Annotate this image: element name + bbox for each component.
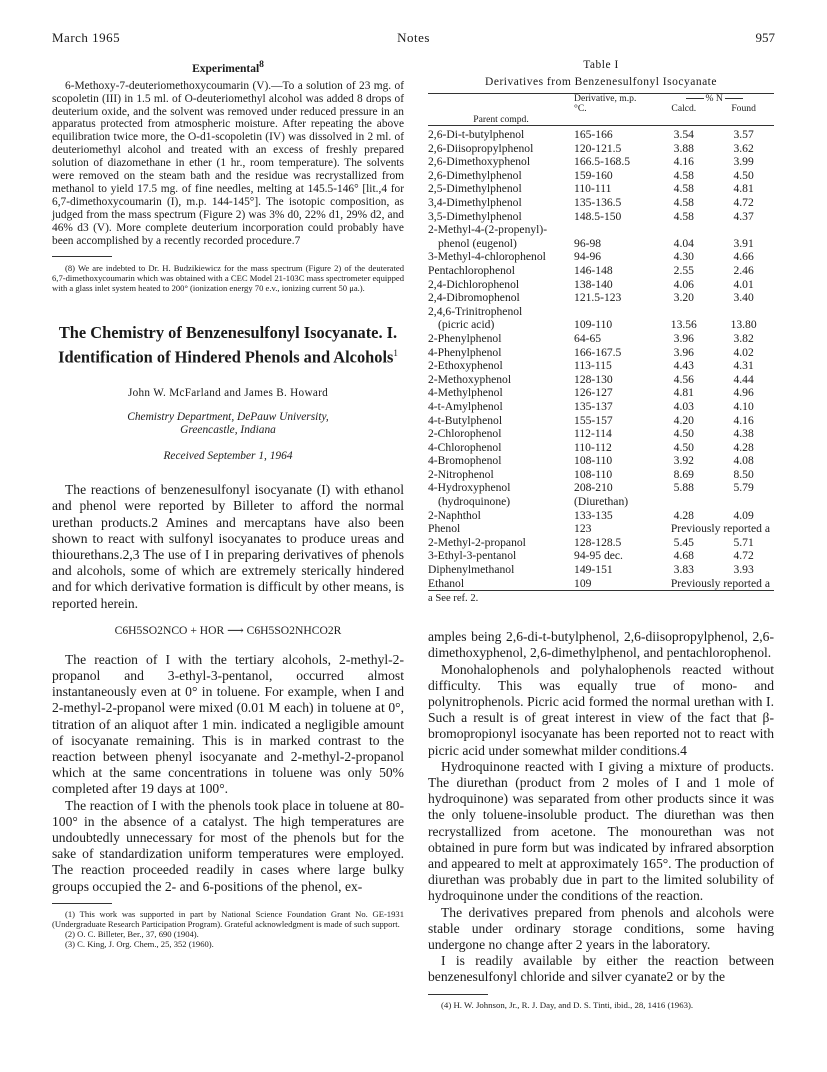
footnote-1: (1) This work was supported in part by National Science Foundation Grant No. GE-1931 (Undergraduate Research Participation Program). Grateful acknowledgment is made of such support. xyxy=(52,908,404,929)
parent-compound: 2-Nitrophenol xyxy=(428,467,494,481)
table-row xyxy=(428,468,774,482)
col-derivative-unit: °C. xyxy=(574,103,587,115)
percent-n-found: 4.28 xyxy=(733,440,754,454)
derivative-mp: 108-110 xyxy=(574,467,613,481)
parent-compound: 4-Methylphenol xyxy=(428,386,503,400)
derivative-mp: 208-210 xyxy=(574,481,613,495)
parent-compound: (hydroquinone) xyxy=(438,495,511,509)
derivative-mp: 149-151 xyxy=(574,563,613,577)
percent-n-found: 4.38 xyxy=(733,427,754,441)
percent-n-found: 4.10 xyxy=(733,399,754,413)
percent-n-calcd: 4.58 xyxy=(673,168,694,182)
derivative-mp: 94-95 dec. xyxy=(574,549,623,563)
derivative-mp: 112-114 xyxy=(574,427,612,441)
table-row xyxy=(428,332,774,346)
derivative-mp: 108-110 xyxy=(574,454,613,468)
table-row xyxy=(428,169,774,183)
table-row xyxy=(428,563,774,577)
parent-compound: 4-t-Amylphenol xyxy=(428,399,503,413)
derivative-mp: 133-135 xyxy=(574,508,613,522)
percent-n-found xyxy=(713,495,774,509)
derivative-mp: 155-157 xyxy=(574,413,613,427)
parent-compound: 2,4,6-Trinitrophenol xyxy=(428,304,523,318)
percent-n-found: 4.02 xyxy=(733,345,754,359)
derivative-mp: 166.5-168.5 xyxy=(574,155,631,169)
footnote-rule xyxy=(52,903,112,904)
footnote-3: (3) C. King, J. Org. Chem., 25, 352 (1960). xyxy=(65,939,214,950)
table-row xyxy=(428,427,774,441)
percent-n-calcd: 4.58 xyxy=(673,209,694,223)
derivative-mp: 96-98 xyxy=(574,236,602,250)
table-row xyxy=(428,441,774,455)
derivative-mp: 110-111 xyxy=(574,182,612,196)
paragraph-hydroquinone: Hydroquinone reacted with I giving a mixture of products. The diurethan (product from 2 moles of I and 1 mole of hydroquinone) was separated from other products since it was the only toluene-insoluble product. The diurethan was then recrystallized from acetone. The monourethan was not obtained in pure form but was indicated by infrared absorption and appeared to melt at approximately 165°. The production of diurethan was probably due in part to the limited solubility of hydroquinone under the conditions of the reaction. xyxy=(428,758,774,904)
article-affiliation: Chemistry Department, DePauw University, Greencastle, Indiana xyxy=(127,410,329,436)
percent-n-calcd: 4.30 xyxy=(673,250,694,264)
percent-n-found: 3.99 xyxy=(733,155,754,169)
received-date: Received September 1, 1964 xyxy=(163,450,293,463)
parent-compound: 3-Methyl-4-chlorophenol xyxy=(428,250,546,264)
percent-n-calcd: 4.20 xyxy=(673,413,694,427)
table-row xyxy=(428,318,774,332)
percent-n-calcd: 3.83 xyxy=(673,563,694,577)
percent-n-calcd xyxy=(654,223,713,237)
percent-n-calcd: 4.03 xyxy=(673,399,694,413)
derivative-mp: 146-148 xyxy=(574,263,613,277)
percent-n-calcd: 4.28 xyxy=(673,508,694,522)
right-body xyxy=(428,629,774,985)
percent-n-found: 3.62 xyxy=(733,141,754,155)
percent-n-calcd: 3.92 xyxy=(673,454,694,468)
running-head-section: Notes xyxy=(397,30,430,45)
derivative-mp: 64-65 xyxy=(574,331,602,345)
experimental-paragraph: 6-Methoxy-7-deuteriomethoxycoumarin (V).—To a solution of 23 mg. of scopoletin (III) in 1.5 ml. of O-deuteriomethyl alcohol was added 8 drops of deuterium oxide, and the solvent was removed under reduced pressure in an apparatus protected from atmospheric moisture. After repeating the above equilibration twice more, the O-d1-scopoletin (IV) was dissolved in 2 ml. of deuteriomethyl alcohol and treated with an excess of freshly prepared solution of diazomethane in ether (1 hr., room temperature). The solvents were removed on the steam bath and the residue was recrystallized from methanol to yield 17.5 mg. of fine needles, melting at 145.5-146° [lit.,4 for 6,7-dimethoxycoumarin (I), m.p. 144-145°]. The isotopic composition, as judged from the mass spectrum (Figure 2) was 3% d0, 22% d1, 29% d2, and 46% d3 (V). More complete deuterium incorporation could probably have been accomplished by a recently recorded procedure.7 xyxy=(52,79,404,247)
percent-n-found xyxy=(713,305,774,319)
page-number: 957 xyxy=(755,30,775,45)
percent-n-calcd: 4.50 xyxy=(673,440,694,454)
percent-n-found: 4.01 xyxy=(733,277,754,291)
percent-n-found: 4.50 xyxy=(733,168,754,182)
table-row xyxy=(428,373,774,387)
parent-compound: 4-t-Butylphenol xyxy=(428,413,503,427)
percent-n-found: 4.72 xyxy=(733,196,754,209)
derivative-mp: 123 xyxy=(574,522,592,536)
percent-n-calcd: 4.81 xyxy=(673,386,694,400)
percent-n-calcd: 4.43 xyxy=(673,359,694,373)
percent-n-calcd: 13.56 xyxy=(670,318,697,332)
percent-n-calcd: 4.50 xyxy=(673,427,694,441)
percent-n-calcd: 3.88 xyxy=(673,141,694,155)
percent-n-calcd: 4.56 xyxy=(673,372,694,386)
alcohol-paragraph: The reaction of I with the tertiary alcohols, 2-methyl-2-propanol and 3-ethyl-3-pentanol, occurred almost instantaneously even at 0° in toluene. For example, when I and 2-methyl-2-propanol were mixed (0.01 M each) in toluene at 0°, titration of an aliquot after 1 min. indicated a negligible amount of isocyanate remaining. This is in marked contrast to the reaction between phenyl isocyanate and 2-methyl-2-propanol which at the same concentrations in toluene was only 50% completed after 19 days at 100°. xyxy=(52,651,404,797)
paragraph-stability: The derivatives prepared from phenols and alcohols were stable under ordinary storage conditions, some having undergone no change after 2 years in the laboratory. xyxy=(428,904,774,952)
derivative-mp: 126-127 xyxy=(574,386,613,400)
percent-n-found: 5.71 xyxy=(733,535,754,549)
parent-compound: 2-Chlorophenol xyxy=(428,427,502,441)
percent-n-found: 13.80 xyxy=(730,318,757,332)
percent-n-found: 4.16 xyxy=(733,413,754,427)
derivative-mp: 109-110 xyxy=(574,318,613,332)
parent-compound: 2,6-Dimethoxyphenol xyxy=(428,155,531,169)
percent-n-found: 4.96 xyxy=(733,386,754,400)
parent-compound: 2,5-Dimethylphenol xyxy=(428,182,522,196)
table-row xyxy=(428,414,774,428)
percent-n-calcd: 4.68 xyxy=(673,549,694,563)
table-row xyxy=(428,210,774,224)
parent-compound: 2-Naphthol xyxy=(428,508,481,522)
percent-n-found: 4.44 xyxy=(733,372,754,386)
percent-n-calcd: 4.58 xyxy=(673,196,694,209)
table-row xyxy=(428,278,774,292)
percent-n-found: 3.93 xyxy=(733,563,754,577)
parent-compound: Pentachlorophenol xyxy=(428,263,515,277)
table-row xyxy=(428,359,774,373)
percent-n-calcd: 8.69 xyxy=(673,467,694,481)
running-head xyxy=(52,30,775,48)
footnote-8: (8) We are indebted to Dr. H. Budzikiewicz for the mass spectrum (Figure 2) of the deuterated 6,7-dimethoxycoumarin which was obtained with a CEC Model 21-103C mass spectrometer equipped with a glass inlet system heated to 200° (ionization energy 70 e.v., ionizing current 50 μa.). xyxy=(52,262,404,293)
paragraph-examples: amples being 2,6-di-t-butylphenol, 2,6-diisopropylphenol, 2,6-dimethoxyphenol, 2,6-dimethylphenol, and pentachlorophenol. xyxy=(428,629,774,661)
running-head-date: March 1965 xyxy=(52,30,121,45)
derivative-mp: 128-130 xyxy=(574,372,613,386)
parent-compound: 2-Methyl-2-propanol xyxy=(428,535,526,549)
footnote-rule xyxy=(428,994,488,995)
percent-n-calcd: 4.58 xyxy=(673,182,694,196)
table-row xyxy=(428,155,774,169)
derivative-mp: 113-115 xyxy=(574,359,612,373)
parent-compound: Phenol xyxy=(428,522,461,536)
previously-reported-note: Previously reported a xyxy=(670,522,770,536)
derivative-mp: 109 xyxy=(574,576,592,590)
derivative-mp: 94-96 xyxy=(574,250,602,264)
table-row xyxy=(428,264,774,278)
phenol-paragraph: The reaction of I with the phenols took place in toluene at 80-100° in the absence of a catalyst. The high temperatures are undoubtedly unnecessary for most of the phenols but for the sake of standardization uniform temperatures were employed. The reaction proceeded readily in cases where large bulky groups occupied the 2- and 6-positions of the phenol, ex- xyxy=(52,797,404,894)
col-parent-header: Parent compd. xyxy=(473,113,529,125)
table-label: Table I xyxy=(583,59,619,71)
table-footnote: a See ref. 2. xyxy=(428,593,479,605)
table-row xyxy=(428,481,774,495)
table-row xyxy=(428,346,774,360)
col-derivative-header: Derivative, m.p. xyxy=(574,92,637,104)
article-authors: John W. McFarland and James B. Howard xyxy=(127,386,329,399)
table-row xyxy=(428,182,774,196)
table-row xyxy=(428,142,774,156)
derivative-mp: 135-136.5 xyxy=(574,196,622,209)
col-calcd-header: Calcd. xyxy=(671,103,697,115)
percent-n-found: 3.57 xyxy=(733,128,754,142)
percent-n-found: 2.46 xyxy=(733,263,754,277)
table-row xyxy=(428,237,774,251)
table-row xyxy=(428,454,774,468)
percent-n-found: 5.79 xyxy=(733,481,754,495)
left-column xyxy=(52,58,404,950)
parent-compound: 2,6-Dimethylphenol xyxy=(428,168,522,182)
right-column xyxy=(428,58,774,1010)
derivative-mp: 120-121.5 xyxy=(574,141,622,155)
percent-n-found: 3.91 xyxy=(733,236,754,250)
percent-n-calcd: 5.45 xyxy=(673,535,694,549)
parent-compound: (picric acid) xyxy=(438,318,495,332)
percent-n-calcd xyxy=(654,495,713,509)
table-row xyxy=(428,495,774,509)
table-body xyxy=(428,128,774,590)
derivative-mp: 110-112 xyxy=(574,440,612,454)
percent-n-found: 4.37 xyxy=(733,209,754,223)
table-row xyxy=(428,223,774,237)
percent-n-calcd: 4.06 xyxy=(673,277,694,291)
parent-compound: 2,4-Dibromophenol xyxy=(428,291,520,305)
paragraph-availability: I is readily available by either the reaction between benzenesulfonyl chloride and silver cyanate2 or by the xyxy=(428,953,774,985)
derivative-mp: 159-160 xyxy=(574,168,613,182)
table-bottom-rule xyxy=(428,590,774,591)
table-row xyxy=(428,577,774,591)
percent-n-found: 4.09 xyxy=(733,508,754,522)
percent-n-found: 3.82 xyxy=(733,331,754,345)
parent-compound: 2-Methoxyphenol xyxy=(428,372,512,386)
table-row xyxy=(428,400,774,414)
parent-compound: phenol (eugenol) xyxy=(438,236,517,250)
percent-n-found: 4.08 xyxy=(733,454,754,468)
percent-n-found: 4.72 xyxy=(733,549,754,563)
percent-n-found: 8.50 xyxy=(733,467,754,481)
parent-compound: 2-Ethoxyphenol xyxy=(428,359,503,373)
table-row xyxy=(428,549,774,563)
percent-n-found: 4.66 xyxy=(733,250,754,264)
footnotes-list xyxy=(52,909,404,950)
parent-compound: Ethanol xyxy=(428,576,465,590)
parent-compound: 3-Ethyl-3-pentanol xyxy=(428,549,517,563)
parent-compound: 4-Phenylphenol xyxy=(428,345,502,359)
parent-compound: Diphenylmethanol xyxy=(428,563,515,577)
percent-n-calcd: 2.55 xyxy=(673,263,694,277)
previously-reported-note: Previously reported a xyxy=(670,576,770,590)
percent-n-calcd: 4.16 xyxy=(673,155,694,169)
derivatives-table xyxy=(428,94,774,590)
percent-n-found: 4.31 xyxy=(733,359,754,373)
col-found-header: Found xyxy=(731,103,756,115)
parent-compound: 2,6-Di-t-butylphenol xyxy=(428,128,525,142)
col-percent-n-header: % N xyxy=(654,94,774,104)
table-row xyxy=(428,509,774,523)
footnote-rule xyxy=(52,256,112,257)
percent-n-found: 4.81 xyxy=(733,182,754,196)
percent-n-calcd: 5.88 xyxy=(673,481,694,495)
derivative-mp xyxy=(574,305,654,319)
parent-compound: 3,4-Dimethylphenol xyxy=(428,196,522,209)
derivative-mp: 148.5-150 xyxy=(574,209,622,223)
table-row xyxy=(428,536,774,550)
derivative-mp xyxy=(574,223,654,237)
table-title: Derivatives from Benzenesulfonyl Isocyanate xyxy=(485,75,717,88)
experimental-heading: Experimental$^8$ xyxy=(192,59,264,75)
paragraph-halophenols: Monohalophenols and polyhalophenols reacted without difficulty. This was equally true of mono- and polynitrophenols. Picric acid formed the normal urethan with I. Such a result is of great interest in view of the fact that β-bromopropionyl isocyanate has been reported not to react with picric acid under somewhat milder conditions.4 xyxy=(428,661,774,758)
derivative-mp: 135-137 xyxy=(574,399,613,413)
parent-compound: 3,5-Dimethylphenol xyxy=(428,209,522,223)
derivative-mp: 121.5-123 xyxy=(574,291,622,305)
table-row xyxy=(428,196,774,210)
derivative-mp: (Diurethan) xyxy=(574,495,629,509)
derivative-mp: 166-167.5 xyxy=(574,345,622,359)
table-row xyxy=(428,250,774,264)
derivative-mp: 138-140 xyxy=(574,277,613,291)
derivative-mp: 128-128.5 xyxy=(574,535,622,549)
parent-compound: 4-Hydroxyphenol xyxy=(428,481,511,495)
percent-n-calcd: 3.20 xyxy=(673,291,694,305)
reaction-equation: C6H5SO2NCO + HOR ⟶ C6H5SO2NHCO2R xyxy=(114,623,342,637)
percent-n-found xyxy=(713,223,774,237)
article-title: The Chemistry of Benzenesulfonyl Isocyanate. I. Identification of Hindered Phenols and Alcohols$^1$ xyxy=(58,323,398,367)
table-row xyxy=(428,522,774,536)
percent-n-calcd xyxy=(654,305,713,319)
table-row xyxy=(428,305,774,319)
parent-compound: 2,4-Dichlorophenol xyxy=(428,277,520,291)
parent-compound: 2-Phenylphenol xyxy=(428,331,502,345)
percent-n-found: 3.40 xyxy=(733,291,754,305)
percent-n-calcd: 3.54 xyxy=(673,128,694,142)
parent-compound: 4-Chlorophenol xyxy=(428,440,502,454)
percent-n-calcd: 3.96 xyxy=(673,331,694,345)
parent-compound: 4-Bromophenol xyxy=(428,454,502,468)
table-row xyxy=(428,291,774,305)
parent-compound: 2-Methyl-4-(2-propenyl)- xyxy=(428,223,548,237)
footnote-4: (4) H. W. Johnson, Jr., R. J. Day, and D. S. Tinti, ibid., 28, 1416 (1963). xyxy=(441,999,694,1010)
footnote-2: (2) O. C. Billeter, Ber., 37, 690 (1904). xyxy=(65,929,199,940)
table-row xyxy=(428,386,774,400)
parent-compound: 2,6-Diisopropylphenol xyxy=(428,141,534,155)
percent-n-calcd: 4.04 xyxy=(673,236,694,250)
derivative-mp: 165-166 xyxy=(574,128,613,142)
intro-paragraph: The reactions of benzenesulfonyl isocyanate (I) with ethanol and phenol were reported by Billeter to afford the normal urethan products.2 Amines and mercaptans have also been shown to react with sulfonyl isocyanates to produce ureas and thiourethans.2,3 The use of I in preparing derivatives of phenols and alcohols, some of which are extremely sterically hindered and for which derivative formation is difficult by other means, is reported herein. xyxy=(52,482,404,611)
table-row xyxy=(428,128,774,142)
percent-n-calcd: 3.96 xyxy=(673,345,694,359)
